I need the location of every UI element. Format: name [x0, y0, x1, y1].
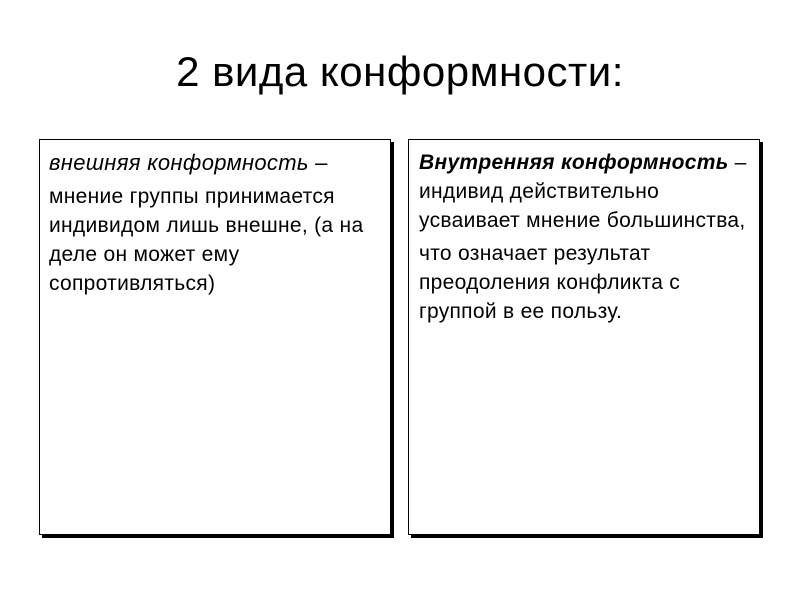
internal-conformity-consequence: что означает результат преодоления конфликта с группой в ее пользу.	[419, 242, 681, 323]
internal-conformity-heading	[419, 148, 749, 235]
slide-title: 2 вида конформности:	[176, 48, 624, 95]
external-conformity-dash: –	[308, 150, 328, 175]
internal-conformity-dash: –	[728, 151, 747, 174]
internal-conformity-box	[408, 139, 760, 535]
external-conformity-box	[39, 139, 391, 535]
external-conformity-heading	[49, 148, 380, 178]
external-conformity-definition: мнение группы принимается индивидом лишь внешне, (а на деле он может ему сопротивляться)	[49, 185, 364, 295]
internal-conformity-definition: индивид действительно усваивает мнение большинства,	[419, 180, 746, 232]
internal-conformity-term: Внутренняя конформность	[419, 151, 729, 174]
external-conformity-term: внешняя конформность	[49, 150, 309, 175]
